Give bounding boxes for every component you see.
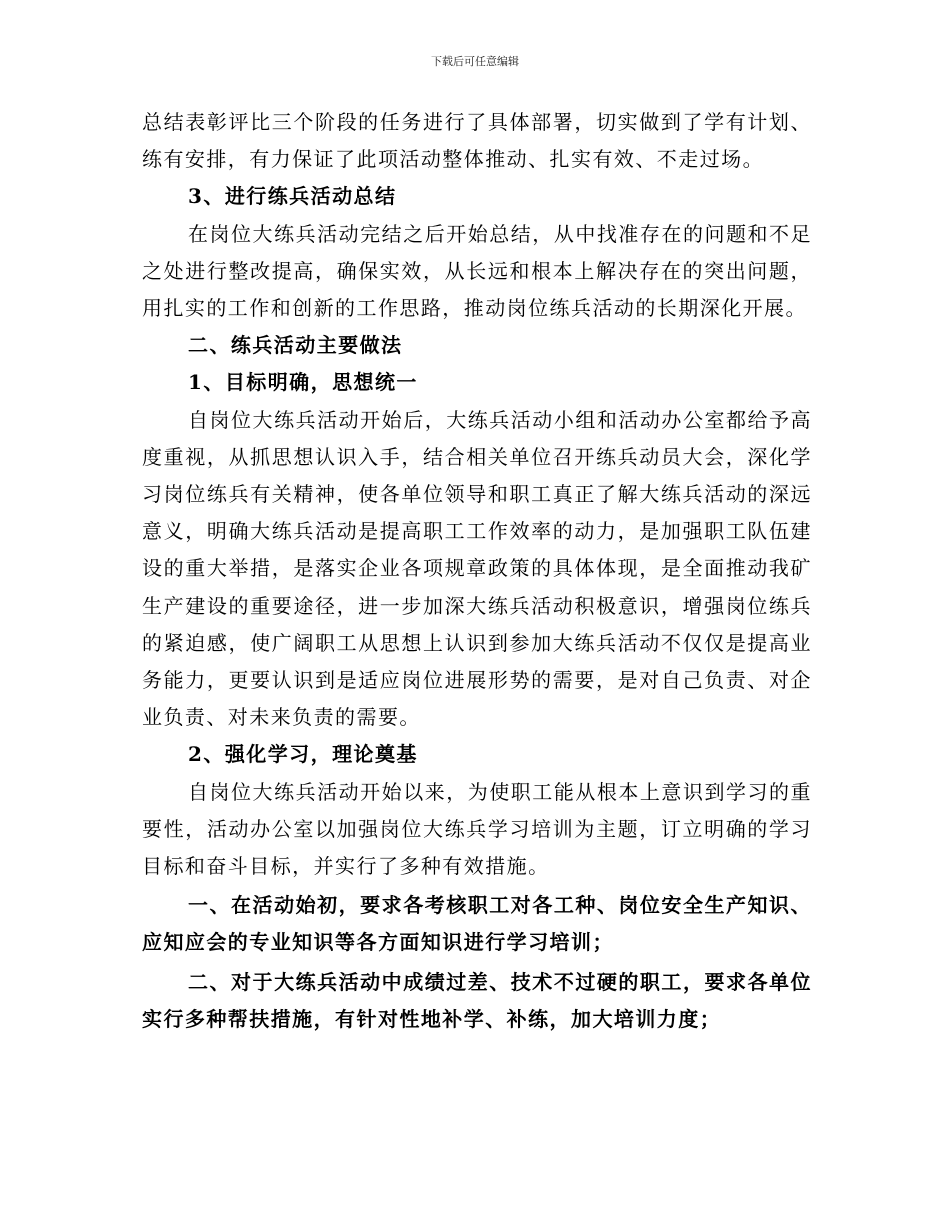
- section-heading-2: 2、强化学习，理论奠基: [188, 742, 418, 767]
- document-body: [142, 104, 812, 1038]
- paragraph-measure-2: 二、对于大练兵活动中成绩过差、技术不过硬的职工，要求各单位实行多种帮扶措施，有针对性地补学、补练，加大培训力度；: [142, 969, 812, 1031]
- section-heading-1: 1、目标明确，思想统一: [188, 370, 418, 395]
- chapter-heading-2: 二、练兵活动主要做法: [188, 333, 403, 358]
- paragraph-continued: 总结表彰评比三个阶段的任务进行了具体部署，切实做到了学有计划、练有安排，有力保证了此项活动整体推动、扎实有效、不走过场。: [142, 110, 812, 172]
- paragraph-summary: 在岗位大练兵活动完结之后开始总结，从中找准存在的问题和不足之处进行整改提高，确保实效，从长远和根本上解决存在的突出问题，用扎实的工作和创新的工作思路，推动岗位练兵活动的长期深化开展。: [142, 221, 812, 321]
- paragraph-goals: 自岗位大练兵活动开始后，大练兵活动小组和活动办公室都给予高度重视，从抓思想认识入手，结合相关单位召开练兵动员大会，深化学习岗位练兵有关精神，使各单位领导和职工真正了解大练兵活动的深远意义，明确大练兵活动是提高职工工作效率的动力，是加强职工队伍建设的重大举措，是落实企业各项规章政策的具体体现，是全面推动我矿生产建设的重要途径，进一步加深大练兵活动积极意识，增强岗位练兵的紧迫感，使广阔职工从思想上认识到参加大练兵活动不仅仅是提高业务能力，更要认识到是适应岗位进展形势的需要，是对自己负责、对企业负责、对未来负责的需要。: [142, 407, 812, 730]
- paragraph-measure-1: 一、在活动始初，要求各考核职工对各工种、岗位安全生产知识、应知应会的专业知识等各方面知识进行学习培训；: [142, 893, 812, 955]
- paragraph-learning: 自岗位大练兵活动开始以来，为使职工能从根本上意识到学习的重要性，活动办公室以加强岗位大练兵学习培训为主题，订立明确的学习目标和奋斗目标，并实行了多种有效措施。: [142, 779, 812, 879]
- page-header: 下载后可任意编辑: [431, 55, 519, 68]
- section-heading-3: 3、进行练兵活动总结: [188, 184, 397, 209]
